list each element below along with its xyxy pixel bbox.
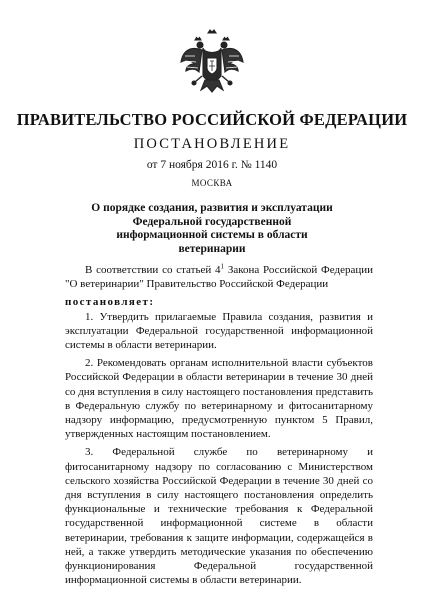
document-body — [65, 263, 373, 591]
intro-paragraph — [65, 263, 373, 291]
article-superscript: 1 — [220, 262, 225, 271]
paragraph-1: 1. Утвердить прилагаемые Правила создания, развития и эксплуатации Федеральной государственной информационной системы в области ветеринарии. — [65, 310, 373, 352]
resolve-word: постановляет: — [65, 296, 155, 309]
document-title: О порядке создания, развития и эксплуатации Федеральной государственной информационной системы в области ветеринарии — [91, 202, 333, 255]
coat-of-arms-emblem — [177, 26, 247, 96]
document-type: ПОСТАНОВЛЕНИЕ — [133, 136, 291, 152]
intro-text-a: В соответствии со статьей 4 — [85, 264, 221, 276]
paragraph-2: 2. Рекомендовать органам исполнительной власти субъектов Российской Федерации в области ветеринарии в течение 30 дней со дня вступления в силу настоящего постановления представить в Федеральную службу по ветеринарному и фитосанитарному надзору информацию, предусмотренную пунктом 5 Правил, утвержденных настоящим постановлением. — [65, 357, 373, 441]
city: МОСКВА — [191, 178, 233, 188]
intro-text-b: Закона Российской Федерации "О ветеринарии" Правительство Российской Федерации — [65, 264, 373, 291]
paragraph-3: 3. Федеральной службе по ветеринарному и фитосанитарному надзору по согласованию с Министерством сельского хозяйства Российской Федерации в течение 30 дней со дня вступления в силу настоящего постановления определить функциональные и технические требования к Федеральной государственной информационной системе в области ветеринарии, требования к защите информации, содержащейся в ней, а также утвердить методические указания по обеспечению функционирования Федеральной государственной информационной системы в области ветеринарии. — [65, 446, 373, 587]
government-heading: ПРАВИТЕЛЬСТВО РОССИЙСКОЙ ФЕДЕРАЦИИ — [16, 110, 408, 129]
date-and-number: от 7 ноября 2016 г. № 1140 — [146, 159, 278, 171]
